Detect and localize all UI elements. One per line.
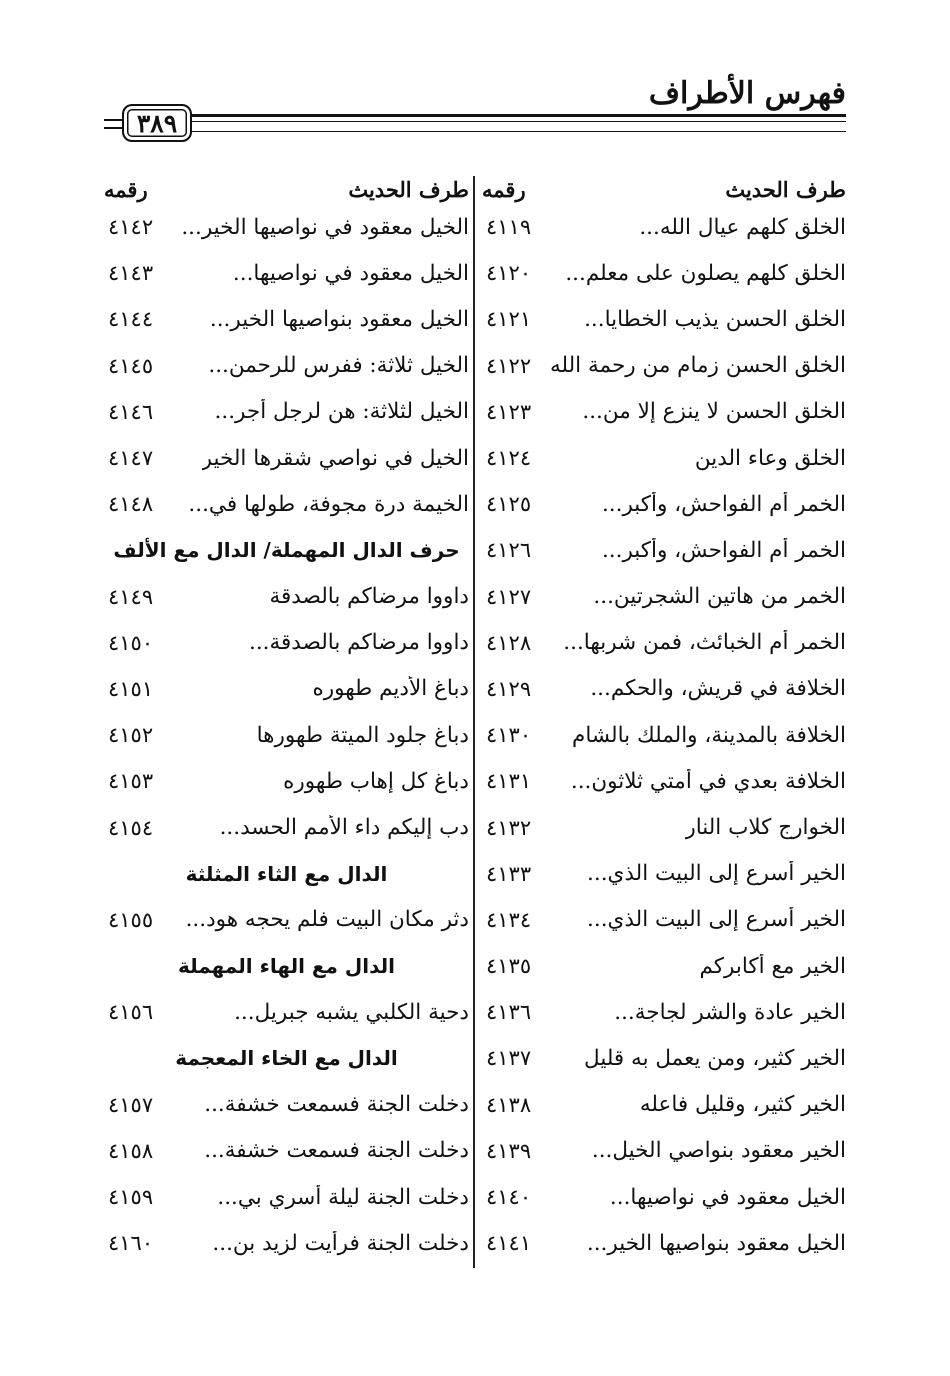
entry-text: دب إليكم داء الأمم الحسد...	[219, 815, 469, 841]
index-entry	[104, 435, 469, 481]
index-entry	[482, 435, 846, 481]
entry-text: الخلق وعاء الدين	[694, 445, 846, 471]
entry-number: ٤١٥١	[108, 676, 154, 701]
entry-number: ٤١٤١	[486, 1231, 532, 1256]
index-entry	[482, 1035, 846, 1081]
entry-number: ٤١٢٥	[486, 492, 532, 517]
index-entry	[482, 1128, 846, 1174]
entry-text: الخلق الحسن يذيب الخطايا...	[584, 306, 846, 332]
entry-text: الخيل معقود في نواصيها...	[609, 1184, 846, 1210]
entry-number: ٤١٥٢	[108, 723, 154, 748]
entry-text: الخمر أم الفواحش، وأكبر...	[601, 537, 846, 563]
entry-number: ٤١٤٢	[108, 215, 154, 240]
entry-text: دخلت الجنة ليلة أسري بي...	[217, 1184, 469, 1210]
index-entry	[482, 851, 846, 897]
index-entry	[482, 343, 846, 389]
entry-number: ٤١٢٢	[486, 353, 532, 378]
entry-text: الخلافة بعدي في أمتي ثلاثون...	[570, 768, 846, 794]
index-entry	[104, 989, 469, 1035]
entry-text: الخير عادة والشر لجاجة...	[614, 999, 846, 1025]
entry-number: ٤١٣٩	[486, 1138, 532, 1163]
index-entry	[482, 989, 846, 1035]
index-entry	[104, 389, 469, 435]
index-entry	[104, 574, 469, 620]
column-header-number: رقمه	[482, 176, 526, 202]
index-entry	[482, 897, 846, 943]
page-number: ٣٨٩	[136, 108, 178, 138]
entry-number: ٤١٣١	[486, 769, 532, 794]
entry-text: الخلق كلهم عيال الله...	[639, 214, 846, 240]
entry-number: ٤١٤٤	[108, 307, 154, 332]
entry-number: ٤١٣٢	[486, 815, 532, 840]
entry-text: الخلق الحسن لا ينزع إلا من...	[582, 399, 846, 425]
section-heading: الدال مع الثاء المثلثة	[185, 861, 388, 886]
index-entry	[104, 296, 469, 342]
entry-number: ٤١٢١	[486, 307, 532, 332]
entry-text: داووا مرضاكم بالصدقة	[269, 584, 469, 610]
running-title: فهرس الأطراف	[648, 76, 846, 111]
column-header-number: رقمه	[104, 176, 148, 202]
entry-text: دباغ كل إهاب طهوره	[283, 768, 469, 794]
entry-text: الخيمة درة مجوفة، طولها في...	[188, 491, 469, 517]
entry-number: ٤١٢٠	[486, 261, 532, 286]
index-entry	[482, 204, 846, 250]
entry-text: الخمر من هاتين الشجرتين...	[593, 584, 846, 610]
entry-text: الخلافة في قريش، والحكم...	[590, 676, 846, 702]
index-entry	[482, 1082, 846, 1128]
entry-text: الخيل معقود في نواصيها الخير...	[181, 214, 469, 240]
index-entry	[482, 296, 846, 342]
section-heading: الدال مع الهاء المهملة	[177, 954, 396, 979]
entry-number: ٤١٥٠	[108, 630, 154, 655]
entry-text: دحية الكلبي يشبه جبريل...	[234, 999, 469, 1025]
section-heading: الدال مع الخاء المعجمة	[175, 1046, 398, 1071]
entry-text: الخير أسرع إلى البيت الذي...	[587, 861, 846, 887]
index-entry	[482, 943, 846, 989]
entry-number: ٤١٥٣	[108, 769, 154, 794]
page-number-box	[122, 104, 192, 142]
index-entry	[482, 758, 846, 804]
entry-number: ٤١٤٣	[108, 261, 154, 286]
entry-text: الخير أسرع إلى البيت الذي...	[587, 907, 846, 933]
index-entry	[104, 1082, 469, 1128]
entry-number: ٤١٢٨	[486, 630, 532, 655]
entry-text: الخلافة بالمدينة، والملك بالشام	[572, 722, 846, 748]
index-entry	[104, 804, 469, 850]
index-entry	[482, 574, 846, 620]
entry-number: ٤١٥٨	[108, 1138, 154, 1163]
entry-text: الخلق كلهم يصلون على معلم...	[565, 260, 846, 286]
entry-text: دخلت الجنة فرأيت لزيد بن...	[212, 1230, 469, 1256]
entry-number: ٤١٢٦	[486, 538, 532, 563]
entry-number: ٤١٤٦	[108, 399, 154, 424]
index-entry	[482, 804, 846, 850]
index-entry	[482, 1220, 846, 1266]
index-entry	[482, 389, 846, 435]
index-entry	[104, 620, 469, 666]
entry-text: دثر مكان البيت فلم يحجه هود...	[185, 907, 469, 933]
index-entry	[482, 250, 846, 296]
section-heading: حرف الدال المهملة/ الدال مع الألف	[113, 538, 460, 563]
index-entry	[482, 1174, 846, 1220]
entry-text: الخيل ثلاثة: ففرس للرحمن...	[208, 353, 469, 379]
entry-number: ٤١٣٦	[486, 1000, 532, 1025]
entry-text: الخيل في نواصي شقرها الخير	[201, 445, 469, 471]
entry-number: ٤١٤٥	[108, 353, 154, 378]
entry-text: الخيل معقود بنواصيها الخير...	[209, 306, 469, 332]
index-entry	[104, 1220, 469, 1266]
header-rule-end	[104, 119, 122, 129]
entry-number: ٤١٢٧	[486, 584, 532, 609]
entry-text: الخير كثير، ومن يعمل به قليل	[584, 1045, 846, 1071]
index-entry	[104, 897, 469, 943]
entry-text: دخلت الجنة فسمعت خشفة...	[204, 1138, 469, 1164]
index-entry	[482, 527, 846, 573]
entry-number: ٤١٥٥	[108, 907, 154, 932]
entry-number: ٤١٥٤	[108, 815, 154, 840]
entry-text: الخمر أم الخبائث، فمن شربها...	[563, 630, 846, 656]
entry-number: ٤١٥٧	[108, 1092, 154, 1117]
entry-number: ٤١٣٨	[486, 1092, 532, 1117]
header-rule	[190, 114, 846, 132]
index-entry	[104, 1128, 469, 1174]
entry-text: الخير معقود بنواصي الخيل...	[591, 1138, 846, 1164]
entry-text: الخلق الحسن زمام من رحمة الله	[549, 353, 846, 379]
entry-number: ٤١٣٠	[486, 723, 532, 748]
index-entry	[104, 481, 469, 527]
entry-number: ٤١٣٤	[486, 907, 532, 932]
entry-text: داووا مرضاكم بالصدقة...	[248, 630, 469, 656]
entry-number: ٤١٦٠	[108, 1231, 154, 1256]
entry-text: دباغ الأديم طهوره	[312, 676, 469, 702]
entry-list	[482, 204, 846, 1266]
entry-text: دخلت الجنة فسمعت خشفة...	[204, 1092, 469, 1118]
entry-number: ٤١٢٣	[486, 399, 532, 424]
column-header-row	[104, 174, 469, 204]
column-header-text: طرف الحديث	[725, 176, 846, 202]
entry-text: الخير مع أكابركم	[699, 953, 846, 979]
entry-text: الخيل معقود بنواصيها الخير...	[586, 1230, 846, 1256]
entry-text: الخوارج كلاب النار	[685, 815, 846, 841]
entry-number: ٤١٤٨	[108, 492, 154, 517]
entry-text: الخير كثير، وقليل فاعله	[639, 1092, 846, 1118]
entry-number: ٤١٥٦	[108, 1000, 154, 1025]
entry-list	[104, 574, 469, 851]
entry-text: دباغ جلود الميتة طهورها	[256, 722, 469, 748]
index-entry	[104, 343, 469, 389]
column-divider	[473, 176, 475, 1268]
entry-number: ٤١٣٧	[486, 1046, 532, 1071]
entry-text: الخيل لثلاثة: هن لرجل أجر...	[214, 399, 469, 425]
index-entry	[482, 620, 846, 666]
column-header-row	[482, 174, 846, 204]
entry-number: ٤١٢٤	[486, 446, 532, 471]
index-entry	[104, 204, 469, 250]
entry-list	[104, 989, 469, 1035]
entry-number: ٤١١٩	[486, 215, 532, 240]
column-header-text: طرف الحديث	[348, 176, 469, 202]
left-column	[104, 174, 469, 1266]
entry-number: ٤١٤٠	[486, 1185, 532, 1210]
index-entry	[482, 481, 846, 527]
entry-number: ٤١٤٩	[108, 584, 154, 609]
entry-list	[104, 204, 469, 527]
entry-number: ٤١٤٧	[108, 446, 154, 471]
index-entry	[482, 666, 846, 712]
index-entry	[104, 712, 469, 758]
index-entry	[104, 250, 469, 296]
index-entry	[104, 666, 469, 712]
entry-text: الخمر أم الفواحش، وأكبر...	[601, 491, 846, 517]
entry-number: ٤١٢٩	[486, 676, 532, 701]
index-entry	[104, 758, 469, 804]
entry-list	[104, 1082, 469, 1267]
entry-number: ٤١٣٥	[486, 954, 532, 979]
index-entry	[482, 712, 846, 758]
entry-number: ٤١٣٣	[486, 861, 532, 886]
entry-list	[104, 897, 469, 943]
right-column	[482, 174, 846, 1266]
entry-number: ٤١٥٩	[108, 1185, 154, 1210]
entry-text: الخيل معقود في نواصيها...	[232, 260, 469, 286]
index-entry	[104, 1174, 469, 1220]
